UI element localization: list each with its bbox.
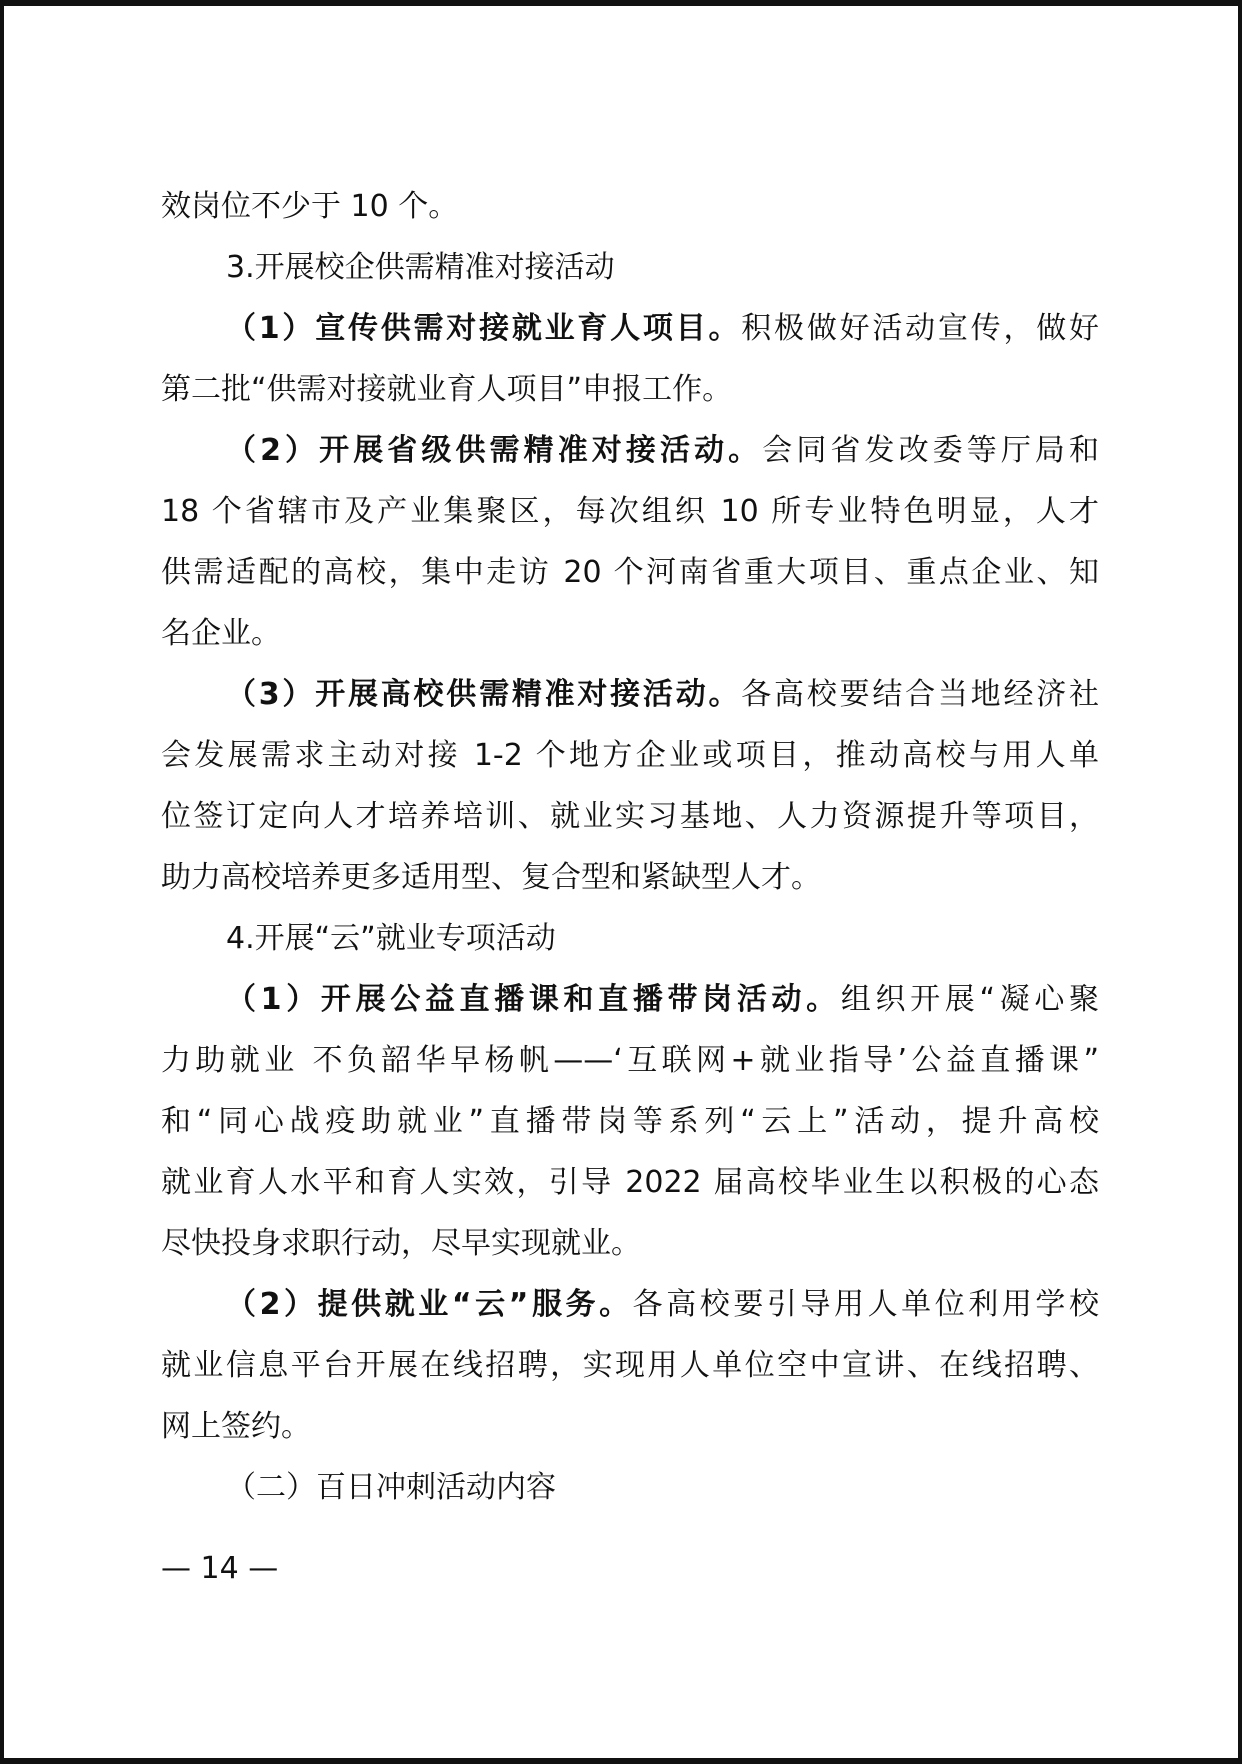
line-text: 第二批“供需对接就业育人项目”申报工作。	[161, 372, 733, 407]
paragraph-line	[161, 793, 1099, 841]
section-heading-2	[226, 1464, 1099, 1512]
line-text: 位签订定向人才培养培训、就业实习基地、人力资源提升等项目，	[161, 799, 1099, 834]
section-heading-4	[226, 915, 1099, 963]
line-text: 供需适配的高校，集中走访 20 个河南省重大项目、重点企业、知	[161, 555, 1099, 590]
line-text: 组织开展“凝心聚	[840, 982, 1099, 1017]
line-text: 尽快投身求职行动，尽早实现就业。	[161, 1226, 641, 1261]
heading-text: 3.开展校企供需精准对接活动	[226, 250, 615, 285]
item-title: （1）开展公益直播课和直播带岗活动。	[226, 982, 841, 1017]
section-heading-3	[226, 244, 1099, 292]
line-text: 会发展需求主动对接 1-2 个地方企业或项目，推动高校与用人单	[161, 738, 1099, 773]
line-text: 就业育人水平和育人实效，引导 2022 届高校毕业生以积极的心态	[161, 1165, 1099, 1200]
paragraph-line	[161, 488, 1099, 536]
item-title: （2）提供就业“云”服务。	[226, 1287, 633, 1322]
line-text: 18 个省辖市及产业集聚区，每次组织 10 所专业特色明显，人才	[161, 494, 1099, 529]
line-text: 名企业。	[161, 616, 281, 651]
paragraph-line	[226, 1281, 1099, 1329]
line-text: 和“同心战疫助就业”直播带岗等系列“云上”活动，提升高校	[161, 1104, 1099, 1139]
paragraph-line	[161, 1403, 1099, 1451]
line-text: 会同省发改委等厅局和	[762, 433, 1099, 468]
paragraph-line	[161, 1037, 1099, 1085]
heading-text: （二）百日冲刺活动内容	[226, 1470, 556, 1505]
line-text: 积极做好活动宣传，做好	[741, 311, 1100, 346]
paragraph-line	[226, 976, 1099, 1024]
paragraph-line	[226, 427, 1099, 475]
item-title: （3）开展高校供需精准对接活动。	[226, 677, 742, 712]
paragraph-line	[161, 549, 1099, 597]
line-text: 各高校要结合当地经济社	[741, 677, 1100, 712]
paragraph-line	[161, 854, 1099, 902]
line-text: 效岗位不少于 10 个。	[161, 189, 459, 224]
paragraph-line	[161, 1342, 1099, 1390]
line-text: 力助就业 不负韶华早杨帆——‘互联网+就业指导’公益直播课”	[161, 1043, 1099, 1078]
paragraph-line	[161, 1159, 1099, 1207]
paragraph-line	[161, 366, 1099, 414]
paragraph-line	[226, 671, 1099, 719]
line-text: 助力高校培养更多适用型、复合型和紧缺型人才。	[161, 860, 821, 895]
paragraph-line	[161, 183, 1099, 231]
paragraph-line	[161, 1220, 1099, 1268]
paragraph-line	[161, 732, 1099, 780]
line-text: 网上签约。	[161, 1409, 311, 1444]
paragraph-line	[161, 1098, 1099, 1146]
page-number: — 14 —	[161, 1551, 279, 1586]
paragraph-line	[161, 610, 1099, 658]
paragraph-line	[226, 305, 1099, 353]
line-text: 就业信息平台开展在线招聘，实现用人单位空中宣讲、在线招聘、	[161, 1348, 1099, 1383]
item-title: （2）开展省级供需精准对接活动。	[226, 433, 763, 468]
line-text: 各高校要引导用人单位利用学校	[632, 1287, 1099, 1322]
item-title: （1）宣传供需对接就业育人项目。	[226, 311, 742, 346]
heading-text: 4.开展“云”就业专项活动	[226, 921, 556, 956]
